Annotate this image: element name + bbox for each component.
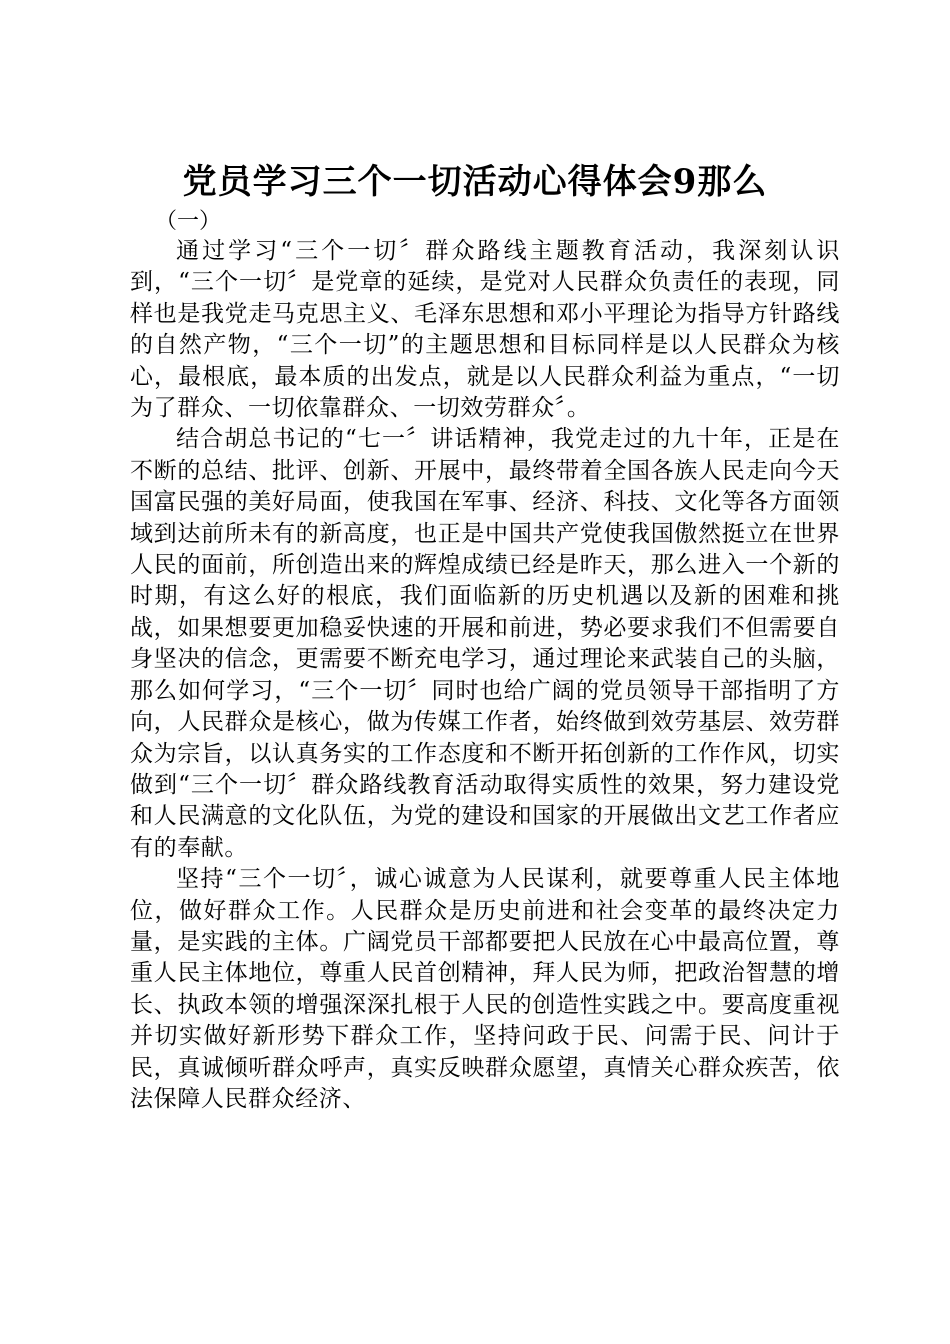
document-title: 党员学习三个一切活动心得体会9那么 <box>182 162 768 202</box>
document-body <box>130 236 840 1115</box>
section-label: （一） <box>155 209 222 234</box>
paragraph-3: 坚持“三个一切〞，诚心诚意为人民谋利，就要尊重人民主体地位，做好群众工作。人民群众是历史前进和社会变革的最终决定力量，是实践的主体。广阔党员干部都要把人民放在心中最高位置，尊重人民主体地位，尊重人民首创精神，拜人民为师，把政治智慧的增长、执政本领的增强深深扎根于人民的创造性实践之中。要高度重视并切实做好新形势下群众工作，坚持问政于民、问需于民、问计于民，真诚倾听群众呼声，真实反映群众愿望，真情关心群众疾苦，依法保障人民群众经济、 <box>130 866 840 1112</box>
paragraph-2: 结合胡总书记的“七一〞讲话精神，我党走过的九十年，正是在不断的总结、批评、创新、开展中，最终带着全国各族人民走向今天国富民强的美好局面，使我国在军事、经济、科技、文化等各方面领域到达前所未有的新高度，也正是中国共产党使我国傲然挺立在世界人民的面前，所创造出来的辉煌成绩已经是昨天，那么进入一个新的时期，有这么好的根底，我们面临新的历史机遇以及新的困难和挑战，如果想要更加稳妥快速的开展和前进，势必要求我们不但需要自身坚决的信念，更需要不断充电学习，通过理论来武装自己的头脑，那么如何学习，“三个一切〞同时也给广阔的党员领导干部指明了方向，人民群众是核心，做为传媒工作者，始终做到效劳基层、效劳群众为宗旨，以认真务实的工作态度和不断开拓创新的工作作风，切实做到“三个一切〞群众路线教育活动取得实质性的效果，努力建设党和人民满意的文化队伍，为党的建设和国家的开展做出文艺工作者应有的奉献。 <box>130 426 840 861</box>
paragraph-1: 通过学习“三个一切〞群众路线主题教育活动，我深刻认识到，“三个一切〞是党章的延续，是党对人民群众负责任的表现，同样也是我党走马克思主义、毛泽东思想和邓小平理论为指导方针路线的自然产物，“三个一切”的主题思想和目标同样是以人民群众为核心，最根底，最本质的出发点，就是以人民群众利益为重点，“一切为了群众、一切依靠群众、一切效劳群众〞。 <box>130 238 840 422</box>
